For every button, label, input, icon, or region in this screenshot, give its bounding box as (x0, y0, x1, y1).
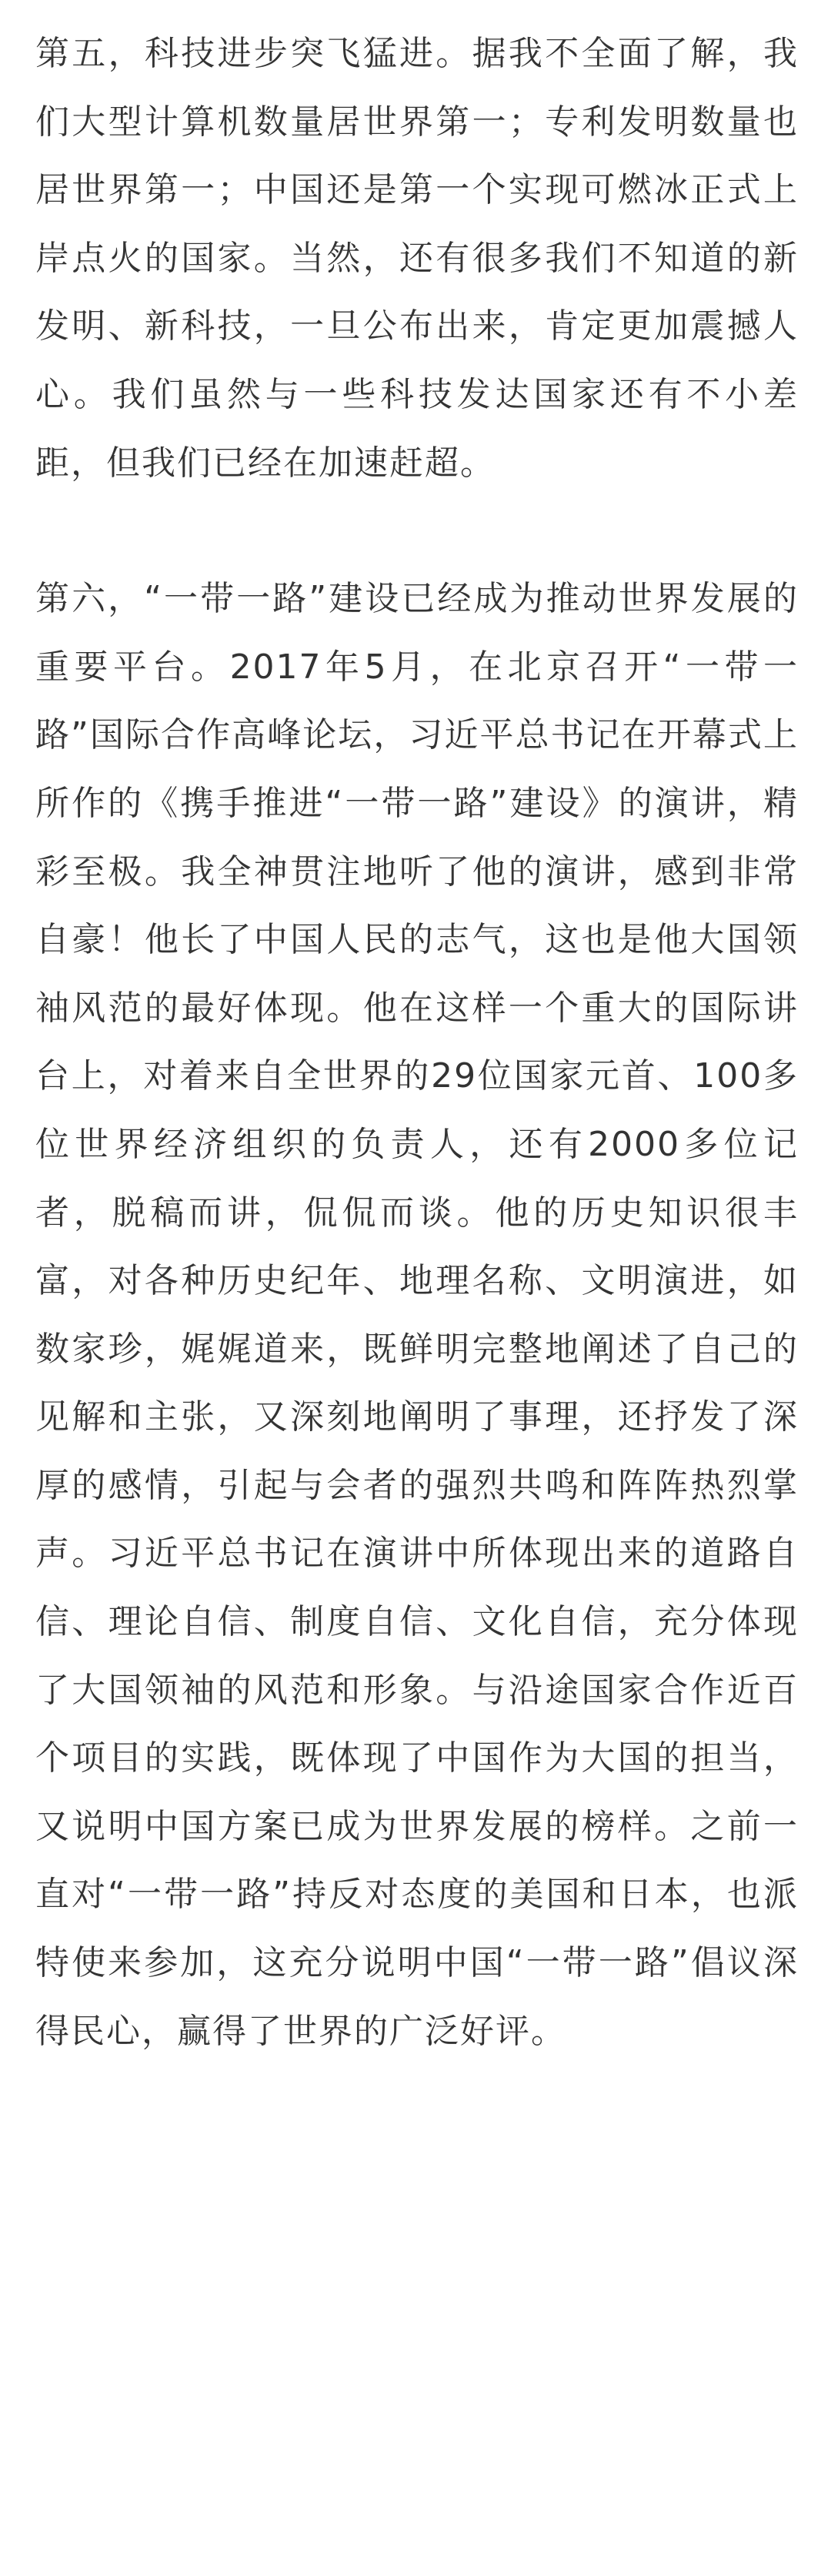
article-paragraph-6: 第六，“一带一路”建设已经成为推动世界发展的重要平台。2017年5月，在北京召开“一带一路”国际合作高峰论坛，习近平总书记在开幕式上所作的《携手推进“一带一路”建设》的演讲，精彩至极。我全神贯注地听了他的演讲，感到非常自豪！他长了中国人民的志气，这也是他大国领袖风范的最好体现。他在这样一个重大的国际讲台上，对着来自全世界的29位国家元首、100多位世界经济组织的负责人，还有2000多位记者，脱稿而讲，侃侃而谈。他的历史知识很丰富，对各种历史纪年、地理名称、文明演进，如数家珍，娓娓道来，既鲜明完整地阐述了自己的见解和主张，又深刻地阐明了事理，还抒发了深厚的感情，引起与会者的强烈共鸣和阵阵热烈掌声。习近平总书记在演讲中所体现出来的道路自信、理论自信、制度自信、文化自信，充分体现了大国领袖的风范和形象。与沿途国家合作近百个项目的实践，既体现了中国作为大国的担当，又说明中国方案已成为世界发展的榜样。之前一直对“一带一路”持反对态度的美国和日本，也派特使来参加，这充分说明中国“一带一路”倡议深得民心，赢得了世界的广泛好评。 (35, 579, 799, 2051)
article-body (35, 20, 799, 2066)
article-paragraph-5: 第五，科技进步突飞猛进。据我不全面了解，我们大型计算机数量居世界第一；专利发明数量也居世界第一；中国还是第一个实现可燃冰正式上岸点火的国家。当然，还有很多我们不知道的新发明、新科技，一旦公布出来，肯定更加震撼人心。我们虽然与一些科技发达国家还有不小差距，但我们已经在加速赶超。 (35, 34, 799, 483)
